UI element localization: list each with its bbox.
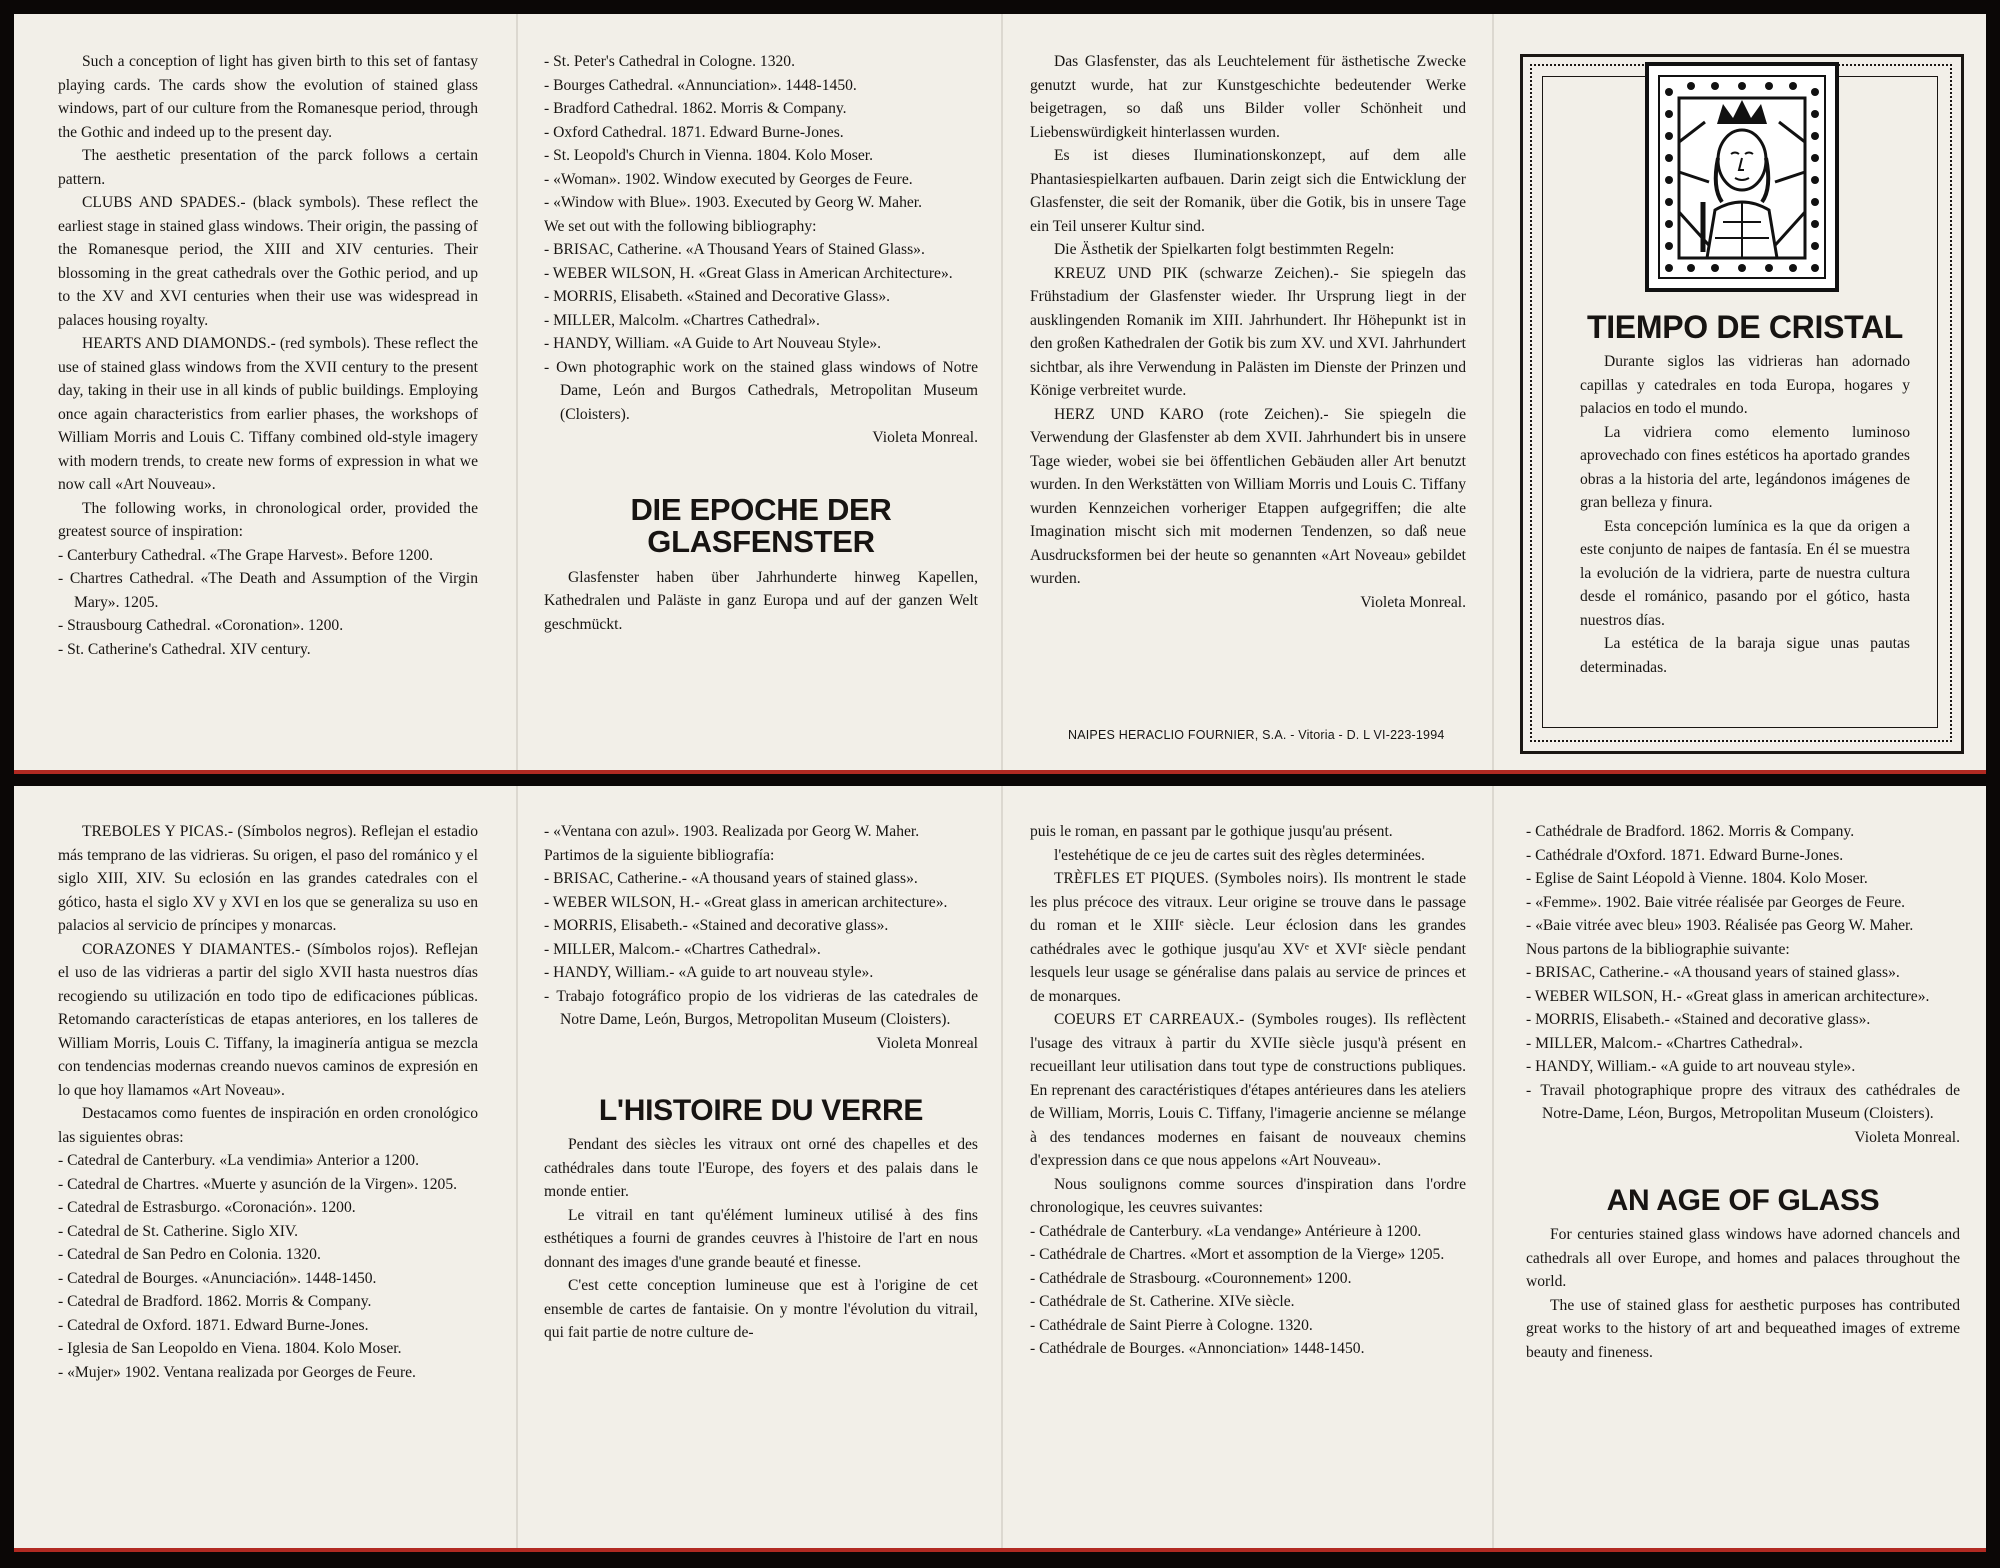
paragraph: Partimos de la siguiente bibliografía: [544,846,775,864]
list-item: - Chartres Cathedral. «The Death and Assumption of the Virgin Mary». 1205. [58,570,478,611]
panel-spanish-bibliography [544,820,978,1345]
paragraph: We set out with the following bibliography: [544,217,817,235]
list-item: - «Baie vitrée avec bleu» 1903. Réalisée pas Georg W. Maher. [1526,917,1914,934]
list-item: - Trabajo fotográfico propio de los vidrieras de las catedrales de Notre Dame, León, Burgos, Metropolitan Museum (Cloisters). [544,987,978,1028]
list-item: - Catedral de Bourges. «Anunciación». 1448-1450. [58,1269,377,1287]
list-item: - Cathédrale de St. Catherine. XIVe siècle. [1030,1293,1295,1310]
paragraph: Destacamos como fuentes de inspiración en orden cronológico las siguientes obras: [58,1105,478,1146]
paragraph: Es ist dieses Iluminationskonzept, auf dem alle Phantasiespielkarten aufbauen. Darin zeigt sich die Entwicklung der Glasfenster, die seit der Romanik, über die Gotik, bis in unsere Tage ein Teil unserer Kultur sind. [1030,147,1466,235]
list-item: - «Mujer» 1902. Ventana realizada por Georges de Feure. [58,1363,416,1381]
list-item: - BRISAC, Catherine. «A Thousand Years of Stained Glass». [544,241,925,258]
list-item: - Oxford Cathedral. 1871. Edward Burne-Jones. [544,123,844,141]
paragraph: HEARTS AND DIAMONDS.- (red symbols). These reflect the use of stained glass windows from the XVII century to the present day, taking in their use in all kinds of public buildings. Employing once again characteristics from earlier phases, the workshops of William Morris and Louis C. Tiffany combined old-style imagery with modern trends, to create new forms of expression in what we now call «Art Nouveau». [58,335,478,493]
english-intro [1526,1223,1960,1364]
paragraph: l'estehétique de ce jeu de cartes suit des règles determinées. [1054,846,1425,864]
list-item: - Catedral de Chartres. «Muerte y asunción de la Virgen». 1205. [58,1175,458,1193]
list-item: - Catedral de Estrasburgo. «Coronación». 1200. [58,1199,356,1216]
list-item: - Cathédrale de Bradford. 1862. Morris & Company. [1526,823,1855,840]
signature: Violeta Monreal [876,1034,978,1052]
paragraph: TREBOLES Y PICAS.- (Símbolos negros). Reflejan el estadio más temprano de las vidrieras. Su origen, el paso del románico y el siglo XIII, XIV. Su eclosión en las grandes catedrales con el gótico, hasta el siglo XV y XVI en los que se generaliza su uso en palacios al servicio de príncipes y monarcas. [58,823,478,934]
list-item: - HANDY, William. «A Guide to Art Nouveau Style». [544,335,882,352]
heading-line: DIE EPOCHE DER [630,491,892,527]
list-item: - MORRIS, Elisabeth.- «Stained and decorative glass». [544,917,889,934]
list-item: - MORRIS, Elisabeth.- «Stained and decorative glass». [1526,1011,1871,1028]
list-item: - Cathédrale de Canterbury. «La vendange» Antérieure à 1200. [1030,1222,1422,1240]
fold-line [516,786,518,1548]
list-item: - MORRIS, Elisabeth. «Stained and Decorative Glass». [544,288,891,305]
panel-spanish-cover [1580,310,1910,679]
list-item: - «Window with Blue». 1903. Executed by Georg W. Maher. [544,194,923,211]
list-item: - Cathédrale de Strasbourg. «Couronnement» 1200. [1030,1269,1352,1287]
paragraph: For centuries stained glass windows have adorned chancels and cathedrals all over Europe, and homes and palaces throughout the world. [1526,1226,1960,1290]
list-item: - Catedral de San Pedro en Colonia. 1320. [58,1246,321,1263]
brochure-inner-side [14,786,1986,1548]
list-item: - St. Peter's Cathedral in Cologne. 1320. [544,53,795,70]
signature: Violeta Monreal. [1854,1128,1960,1146]
list-item: - Cathédrale de Saint Pierre à Cologne. 1320. [1030,1316,1313,1334]
french-section-heading: L'HISTOIRE DU VERRE [598,1094,924,1127]
heading-line: GLASFENSTER [647,523,875,559]
list-item: - Cathédrale d'Oxford. 1871. Edward Burne-Jones. [1526,846,1844,864]
french-intro [544,1133,978,1345]
list-item: - Eglise de Saint Léopold à Vienne. 1804. Kolo Moser. [1526,870,1868,887]
list-item: - Bradford Cathedral. 1862. Morris & Company. [544,100,847,117]
panel-french-bibliography [1526,820,1960,1364]
fold-line [1001,786,1003,1548]
paragraph: The following works, in chronological order, provided the greatest source of inspiration: [58,499,478,540]
paragraph: The aesthetic presentation of the parck follows a certain pattern. [58,147,478,188]
bibliography-list [544,50,978,450]
paragraph: Durante siglos las vidrieras han adornado capillas y catedrales en toda Europa, hogares y palacios en todo el mundo. [1580,353,1910,417]
panel-english-continued [58,50,478,661]
list-item: - BRISAC, Catherine.- «A thousand years of stained glass». [1526,964,1900,981]
fold-line [1492,786,1494,1548]
panel-spanish-continued [58,820,478,1384]
panel-english-bibliography [544,50,978,636]
list-item: - Canterbury Cathedral. «The Grape Harvest». Before 1200. [58,546,433,564]
paragraph: Esta concepción lumínica es la que da origen a este conjunto de naipes de fantasía. En él se muestra la evolución de la vidriera, parte de nuestra cultura desde el románico, pasando por el gótico, hasta nuestros días. [1580,517,1910,629]
list-item: - WEBER WILSON, H.- «Great glass in american architecture». [544,893,948,911]
brochure-outer-side [14,14,1986,770]
list-item: - MILLER, Malcom.- «Chartres Cathedral». [1526,1034,1803,1052]
signature: Violeta Monreal. [1360,593,1466,611]
paragraph: Such a conception of light has given birth to this set of fantasy playing cards. The cards show the evolution of stained glass windows, part of our culture from the Romanesque period, through the Gothic and indeed up to the present day. [58,53,478,141]
paragraph: COEURS ET CARREAUX.- (Symboles rouges). Ils reflèctent l'usage des vitraux à partir du XVIIe siècle jusqu'à présent en recueillant leur utilisation dans tout type de constructions publiques. En reprenant des caractéristiques d'étapes antérieures dans les ateliers de William, Morris, Louis C. Tiffany, l'imagerie ancienne se mélange à des tendances modernes en faisant de nouveaux chemins d'expression dans ce que nous appelons «Art Nouveau». [1030,1011,1466,1169]
paragraph: CORAZONES Y DIAMANTES.- (Símbolos rojos). Reflejan el uso de las vidrieras a partir del siglo XVII hasta nuestros días recogiendo su utilización en todo tipo de edificaciones públicas. Retomando características de etapas anteriores, en los talleres de William Morris, Louis C. Tiffany, la imaginería antigua se mezcla con tendencias modernas creando nuevos caminos de expresión en lo que hoy llamamos «Art Noveau». [58,940,478,1099]
list-item: - Catedral de Canterbury. «La vendimia» Anterior a 1200. [58,1152,419,1169]
cover-body [1580,350,1910,679]
list-item: - WEBER WILSON, H. «Great Glass in American Architecture». [544,264,953,282]
paragraph: Pendant des siècles les vitraux ont orné des chapelles et des cathédrales dans toute l'Europe, des foyers et des palais dans le monde entier. [544,1136,978,1200]
paragraph: Nous partons de la bibliographie suivante: [1526,940,1790,958]
panel-french-text [1030,820,1466,1361]
paragraph: puis le roman, en passant par le gothique jusqu'au présent. [1030,823,1393,840]
list-item: - «Femme». 1902. Baie vitrée réalisée par Georges de Feure. [1526,893,1906,911]
sheet-edge [14,1548,1986,1552]
paragraph: Le vitrail en tant qu'élément lumineux utilisé à des fins esthétiques a fourni de grandes ceuvres à l'histoire de l'art en nous donnant des images d'une grande beauté et finesse. [544,1206,978,1271]
list-item: - BRISAC, Catherine.- «A thousand years of stained glass». [544,870,918,887]
paragraph: C'est cette conception lumineuse que est à l'origine de cet ensemble de cartes de fantaisie. On y montre l'évolution du vitrail, qui fait partie de notre culture de- [544,1277,978,1341]
list-item: - WEBER WILSON, H.- «Great glass in american architecture». [1526,987,1930,1005]
list-item: - HANDY, William.- «A guide to art nouveau style». [544,964,874,981]
sheet-edge [14,770,1986,774]
list-item: - «Woman». 1902. Window executed by Georges de Feure. [544,170,913,188]
german-intro-paragraph: Glasfenster haben über Jahrhunderte hinweg Kapellen, Kathedralen und Paläste in ganz Europa und auf der ganzen Welt geschmückt. [544,568,978,633]
publisher-note: NAIPES HERACLIO FOURNIER, S.A. - Vitoria - D. L VI-223-1994 [1068,728,1445,742]
list-item: - Own photographic work on the stained glass windows of Notre Dame, León and Burgos Cathedrals, Metropolitan Museum (Cloisters). [544,358,978,423]
paragraph: KREUZ UND PIK (schwarze Zeichen).- Sie spiegeln das Frühstadium der Glasfenster wieder. Ihr Ursprung liegt in der ausklingenden Romanik im XIII. Jahrhundert. Ihr Höhepunkt ist in den großen Kathedralen der Gotik bis zum XV. und XVI. Jahrhundert sichtbar, als ihre Verwendung in Palästen im Dienste der Prinzen und Könige verbreitet wurde. [1030,264,1466,399]
list-item: - Cathédrale de Bourges. «Annonciation» 1448-1450. [1030,1340,1365,1357]
signature: Violeta Monreal. [872,429,978,446]
bibliography-list [544,820,978,1055]
paragraph: The use of stained glass for aesthetic purposes has contributed great works to the history of art and bequeathed images of extreme beauty and fineness. [1526,1296,1960,1361]
list-item: - Travail photographique propre des vitraux des cathédrales de Notre-Dame, Léon, Burgos, Metropolitan Museum (Cloisters). [1526,1081,1960,1122]
list-item: - Catedral de St. Catherine. Siglo XIV. [58,1222,299,1240]
list-item: - Iglesia de San Leopoldo en Viena. 1804. Kolo Moser. [58,1340,402,1357]
list-item: - HANDY, William.- «A guide to art nouveau style». [1526,1058,1856,1075]
panel-german-text [1030,50,1466,614]
list-item: - Cathédrale de Chartres. «Mort et assomption de la Vierge» 1205. [1030,1246,1445,1263]
fold-line [516,14,518,770]
stained-glass-king-icon [1645,62,1839,292]
list-item: - «Ventana con azul». 1903. Realizada por Georg W. Maher. [544,823,920,840]
paragraph: HERZ UND KARO (rote Zeichen).- Sie spiegeln die Verwendung der Glasfenster ab dem XVII. Jahrhundert bis in unsere Tage wieder, wobei sie bei öffentlichen Gebäuden aller Art benutzt wurden. In den Werkstätten von William Morris und Louis C. Tiffany wurden Kennzeichen vorheriger Etappen aufgegriffen; die alte Imagination mischt sich mit modernen Tendenzen, so daß neue Ausdrucksformen bei der heute so genannten «Art Noveau» gebildet wurden. [1030,405,1466,587]
list-item: - Catedral de Bradford. 1862. Morris & Company. [58,1293,372,1310]
list-item: - Strausbourg Cathedral. «Coronation». 1200. [58,617,344,634]
paragraph: Nous soulignons comme sources d'inspiration dans l'ordre chronologique, les ceuvres suivantes: [1030,1175,1466,1216]
paragraph: TRÈFLES ET PIQUES. (Symboles noirs). Ils montrent le stade les plus précoce des vitraux. Leur origine se trouve dans le passage du roman et le XIIIᵉ siècle. Leur éclosion dans les grandes cathédrales avec le gothique jusqu'au XVᵉ et XVIᵉ siècle pendant lesquels leur usage se généralise dans palais au service de princes et de monarques. [1030,870,1466,1005]
fold-line [1001,14,1003,770]
bibliography-list [1526,820,1960,1149]
cover-title: TIEMPO DE CRISTAL [1586,309,1904,345]
list-item: - St. Catherine's Cathedral. XIV century. [58,640,311,658]
list-item: - Catedral de Oxford. 1871. Edward Burne-Jones. [58,1316,369,1334]
fold-line [1492,14,1494,770]
paragraph: La estética de la baraja sigue unas pautas determinadas. [1580,635,1910,676]
paragraph: Das Glasfenster, das als Leuchtelement für ästhetische Zwecke genutzt wurde, hat zur Kunstgeschichte bedeutender Werke beigetragen, so daß uns Bilder voller Schönheit und Liebenswürdigkeit hinterlassen wurden. [1030,53,1466,141]
list-item: - Bourges Cathedral. «Annunciation». 1448-1450. [544,76,857,94]
list-item: - St. Leopold's Church in Vienna. 1804. Kolo Moser. [544,147,874,164]
paragraph: La vidriera como elemento luminoso aprovechado con fines estéticos ha aportado grandes obras a la historia del arte, legándonos imágenes de gran belleza y finura. [1580,423,1910,511]
list-item: - MILLER, Malcolm. «Chartres Cathedral». [544,311,820,329]
german-section-heading [544,491,978,559]
paragraph: CLUBS AND SPADES.- (black symbols). These reflect the earliest stage in stained glass windows. Their origin, the passing of the Romanesque period, the XIII and XIV centuries. Their blossoming in the great cathedrals over the Gothic period, and up to the XV and XVI centuries when their use was widespread in palaces housing royalty. [58,194,478,329]
paragraph: Die Ästhetik der Spielkarten folgt bestimmten Regeln: [1054,241,1395,258]
english-section-heading: AN AGE OF GLASS [1606,1184,1880,1217]
list-item: - MILLER, Malcom.- «Chartres Cathedral». [544,940,821,958]
